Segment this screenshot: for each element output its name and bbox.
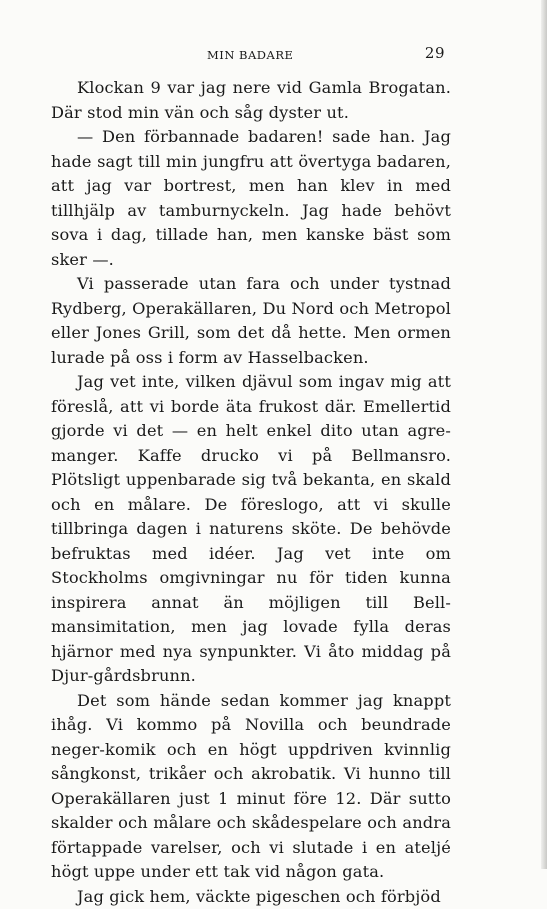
page-edge-shadow bbox=[541, 0, 547, 869]
paragraph: Jag vet inte, vilken djävul som ingav mig att föreslå, att vi borde äta frukost där. Emellertid gjorde vi det — en helt enkel dito utan agre-manger. Kaffe drucko vi på Bellmansro. Plötsligt uppenbarade sig två bekanta, en skald och en målare. De föreslogo, att vi skulle tillbringa dagen i naturens sköte. De behövde befruktas med idéer. Jag vet inte om Stockholms omgivningar nu för tiden kunna inspirera annat än möjligen till Bell-mansimitation, men jag lovade fylla deras hjärnor med nya synpunkter. Vi åto middag på Djur-gårdsbrunn. bbox=[51, 370, 451, 689]
page-header bbox=[85, 44, 445, 64]
paragraph: — Den förbannade badaren! sade han. Jag hade sagt till min jungfru att övertyga badaren, att jag var bortrest, men han klev in med tillhjälp av tamburnyckeln. Jag hade behövt sova i dag, tillade han, men kanske bäst som sker —. bbox=[51, 125, 451, 272]
paragraph: Jag gick hem, väckte pigeschen och förbjöd bbox=[51, 885, 451, 909]
page-number: 29 bbox=[425, 44, 445, 62]
paragraph: Vi passerade utan fara och under tystnad Rydberg, Operakällaren, Du Nord och Metropol eller Jones Grill, som det då hette. Men ormen lurade på oss i form av Hasselbacken. bbox=[51, 272, 451, 370]
paragraph: Det som hände sedan kommer jag knappt ihåg. Vi kommo på Novilla och beundrade neger-komik och en högt uppdriven kvinnlig sångkonst, trikåer och akrobatik. Vi hunno till Operakällaren just 1 minut före 12. Där sutto skalder och målare och skådespelare och andra förtappade varelser, och vi slutade i en ateljé högt uppe under ett tak vid någon gata. bbox=[51, 689, 451, 885]
paragraph: Klockan 9 var jag nere vid Gamla Brogatan. Där stod min vän och såg dyster ut. bbox=[51, 76, 451, 125]
running-title: MIN BADARE bbox=[207, 48, 293, 62]
body-text bbox=[51, 76, 451, 909]
